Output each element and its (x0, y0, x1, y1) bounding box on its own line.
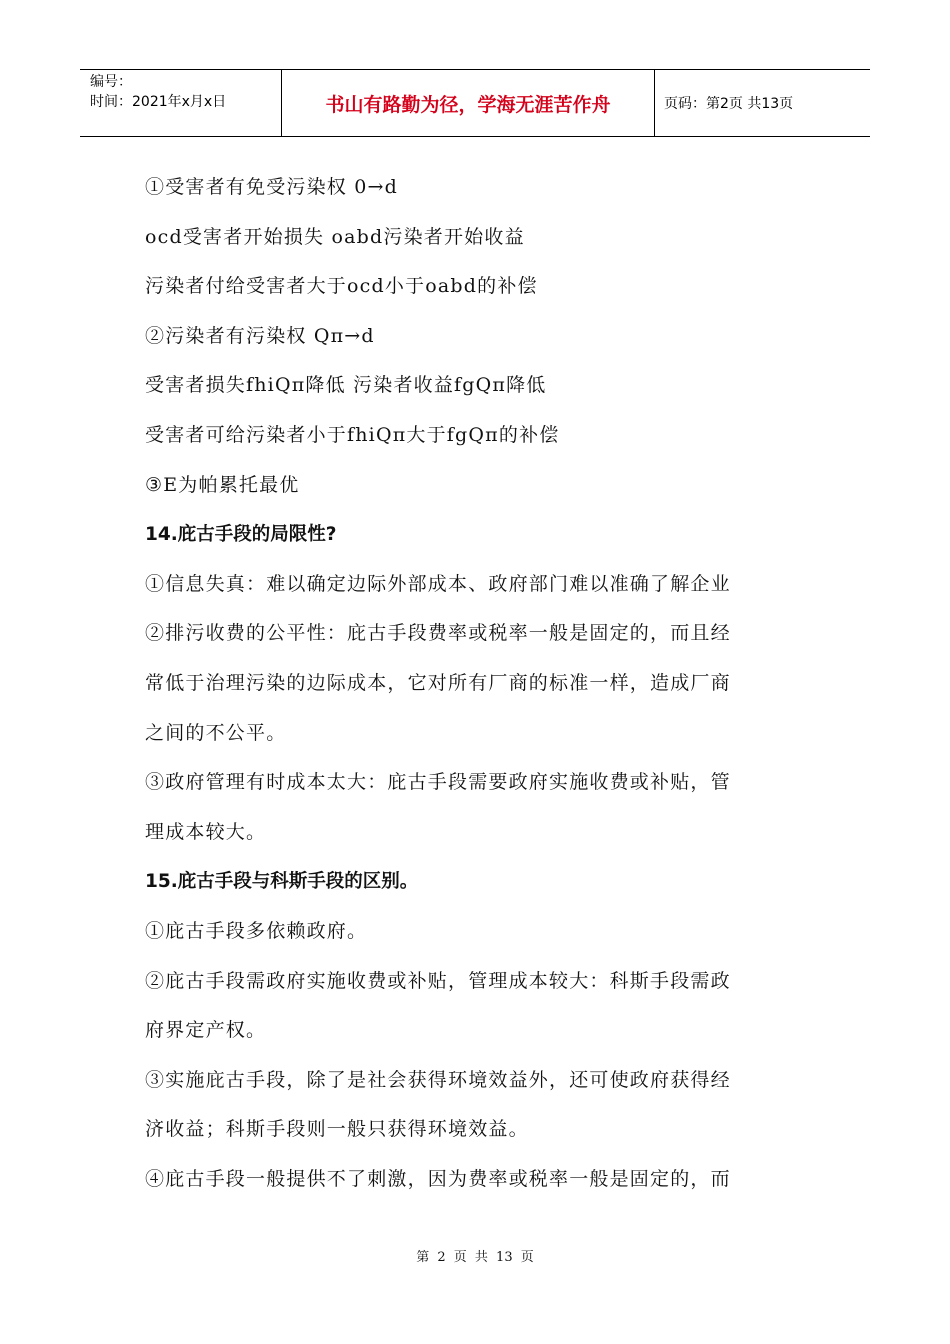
text-line: 污染者付给受害者大于ocd小于oabd的补偿 (145, 275, 538, 298)
header-meta-cell (80, 70, 282, 136)
text-line: 济收益；科斯手段则一般只获得环境效益。 (145, 1118, 529, 1141)
text-line: 受害者损失fhiQπ降低 污染者收益fgQπ降低 (145, 374, 547, 397)
section-heading: 14.庇古手段的局限性? (145, 524, 337, 546)
text-line: ③政府管理有时成本太大：庇古手段需要政府实施收费或补贴，管 (145, 771, 731, 794)
text-line: ④庇古手段一般提供不了刺激，因为费率或税率一般是固定的，而 (145, 1167, 731, 1190)
document-number-label: 编号： (90, 74, 132, 90)
text-line: ②污染者有污染权 Qπ→d (145, 324, 375, 347)
text-line: 之间的不公平。 (145, 721, 287, 744)
header-page-info: 页码：第2页 共13页 (664, 96, 794, 112)
text-line: 受害者可给污染者小于fhiQπ大于fgQπ的补偿 (145, 423, 560, 446)
document-body (145, 163, 810, 1204)
header-table (80, 69, 870, 137)
text-line: ②庇古手段需政府实施收费或补贴，管理成本较大：科斯手段需政 (145, 969, 731, 992)
document-date-label: 时间：2021年x月x日 (90, 94, 227, 110)
text-line: ①受害者有免受污染权 0→d (145, 176, 399, 198)
text-line: ③实施庇古手段，除了是社会获得环境效益外，还可使政府获得经 (145, 1068, 731, 1091)
text-line: ①庇古手段多依赖政府。 (145, 919, 368, 942)
header-motto: 书山有路勤为径，学海无涯苦作舟 (282, 70, 655, 136)
text-line: 理成本较大。 (145, 820, 267, 843)
text-line: 府界定产权。 (145, 1019, 267, 1042)
page-footer: 第 2 页 共 13 页 (416, 1250, 534, 1265)
text-line: ③E为帕累托最优 (145, 473, 300, 496)
text-line: 常低于治理污染的边际成本，它对所有厂商的标准一样，造成厂商 (145, 671, 731, 694)
text-line: ①信息失真：难以确定边际外部成本、政府部门难以准确了解企业 (145, 572, 731, 595)
text-line: ②排污收费的公平性：庇古手段费率或税率一般是固定的，而且经 (145, 622, 731, 645)
section-heading: 15.庇古手段与科斯手段的区别。 (145, 871, 419, 893)
text-line: ocd受害者开始损失 oabd污染者开始收益 (145, 225, 525, 248)
